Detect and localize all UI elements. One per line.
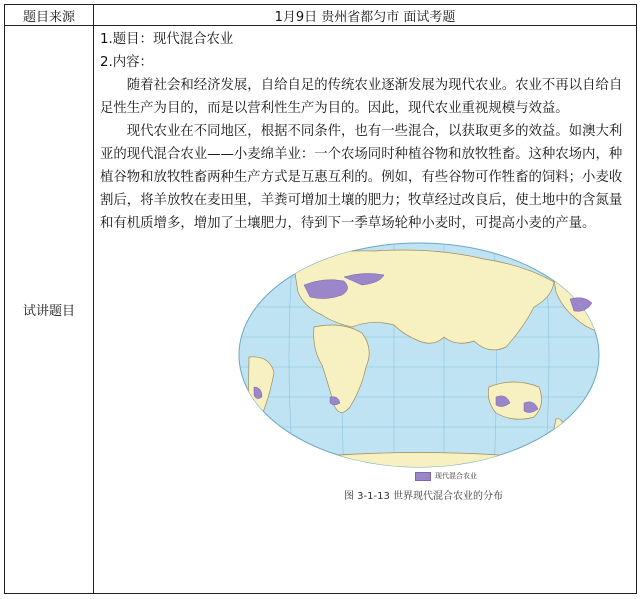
header-source-label: 题目来源 bbox=[5, 5, 94, 26]
content-label: 2.内容： bbox=[100, 55, 153, 70]
document-table bbox=[4, 4, 637, 594]
map-legend bbox=[415, 471, 477, 481]
header-source-value: 1月9日 贵州省都匀市 面试考题 bbox=[94, 5, 637, 26]
content-block bbox=[94, 26, 636, 235]
row-label: 试讲题目 bbox=[5, 26, 94, 594]
header-row bbox=[5, 5, 637, 26]
legend-label: 现代混合农业 bbox=[435, 472, 477, 480]
paragraph-1: 随着社会和经济发展，自给自足的传统农业逐渐发展为现代农业。农业不再以自给自足性生产为目的，而是以营利性生产为目的。因此，现代农业重视规模与效益。 bbox=[100, 78, 623, 116]
topic-title: 1.题目：现代混合农业 bbox=[100, 32, 234, 47]
topic-cell bbox=[94, 26, 637, 594]
figure-caption: 图 3-1-13 世界现代混合农业的分布 bbox=[344, 491, 504, 502]
paragraph-2: 现代农业在不同地区，根据不同条件，也有一些混合，以获取更多的效益。如澳大利亚的现代混合农业——小麦绵羊业：一个农场同时种植谷物和放牧牲畜。这种农场内，种植谷物和放牧牲畜两种生产方式是互惠互利的。例如，有些谷物可作牲畜的饲料；小麦收割后，将羊放牧在麦田里，羊粪可增加土壤的肥力；牧草经过改良后，使土地中的含氮量和有机质增多，增加了土壤肥力，待到下一季草场轮种小麦时，可提高小麦的产量。 bbox=[100, 124, 623, 231]
world-map-figure bbox=[234, 237, 604, 502]
legend-swatch bbox=[415, 472, 431, 481]
world-map bbox=[234, 237, 604, 477]
document-table-wrap bbox=[4, 4, 636, 594]
topic-row bbox=[5, 26, 637, 594]
